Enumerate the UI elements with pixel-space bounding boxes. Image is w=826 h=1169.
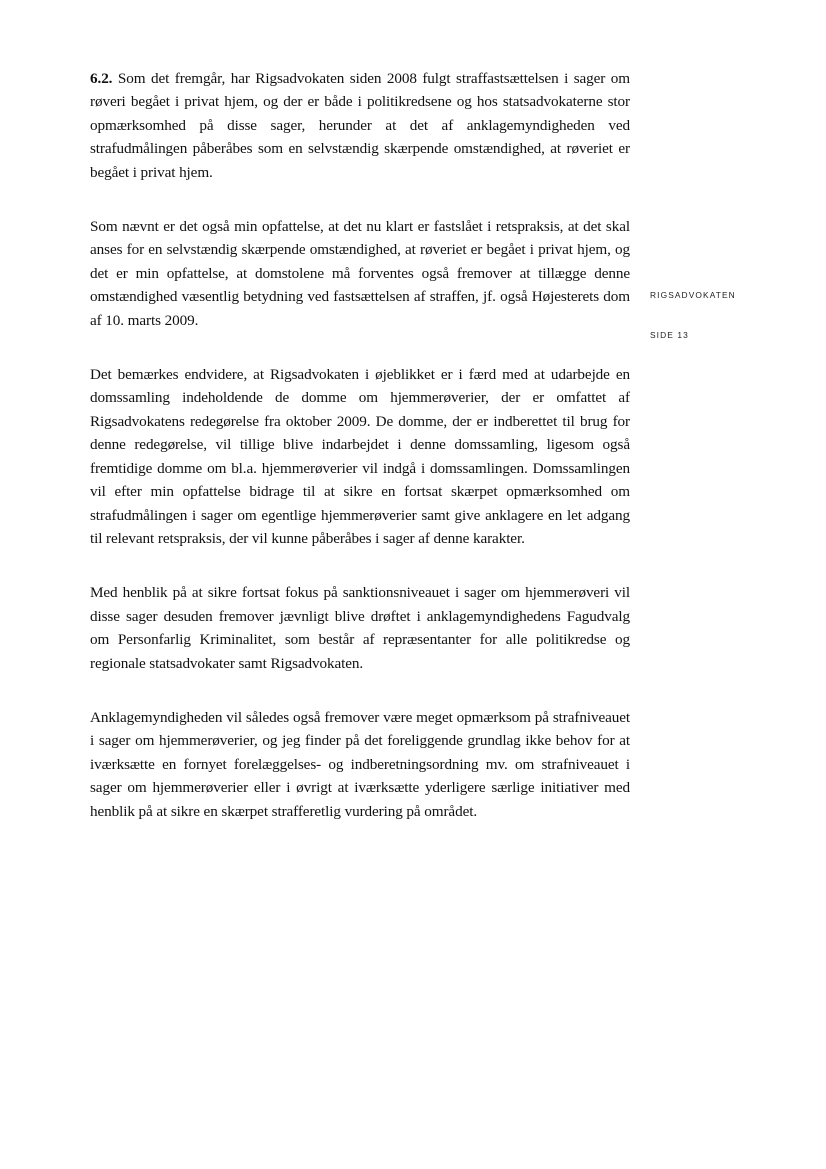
body-text — [90, 67, 630, 854]
paragraph-6-2-text: Som det fremgår, har Rigsadvokaten siden 2008 fulgt straffastsættelsen i sager om røveri begået i privat hjem, og der er både i politikredsene og hos statsadvokaterne stor opmærksomhed på disse sager, herunder at det af anklagemyndigheden ved strafudmålingen påberåbes som en selvstændig skærpende omstændighed, at røveriet er begået i privat hjem. — [90, 70, 630, 181]
sidebar-org-name: RIGSADVOKATEN — [650, 290, 736, 300]
page-number: SIDE 13 — [650, 330, 689, 340]
paragraph-3: Det bemærkes endvidere, at Rigsadvokaten i øjeblikket er i færd med at udarbejde en domssamling indeholdende de domme om hjemmerøverier, der er omfattet af Rigsadvokatens redegørelse fra oktober 2009. De domme, der er indberettet til brug for denne redegørelse, vil tillige blive indarbejdet i denne domssamling, ligesom også fremtidige domme om bl.a. hjemmerøverier vil indgå i domssamlingen. Domssamlingen vil efter min opfattelse bidrage til at sikre en fortsat skærpet opmærksomhed om strafudmålingen i sager om egentlige hjemmerøverier samt give anklagere en let adgang til relevant retspraksis, der vil kunne påberåbes i sager af denne karakter. — [90, 366, 630, 547]
paragraph-number: 6.2. — [90, 70, 113, 87]
paragraph-5: Anklagemyndigheden vil således også fremover være meget opmærksom på strafniveauet i sager om hjemmerøverier, og jeg finder på det foreliggende grundlag ikke behov for at iværksætte en fornyet forelæggelses- og indberetningsordning mv. om strafniveauet i sager om hjemmerøverier eller i øvrigt at iværksætte yderligere særlige initiativer med henblik på at sikre en skærpet strafferetlig vurdering på området. — [90, 708, 630, 820]
paragraph-6-2 — [90, 67, 630, 184]
paragraph-4: Med henblik på at sikre fortsat fokus på sanktionsniveauet i sager om hjemmerøveri vil disse sager desuden fremover jævnligt blive drøftet i anklagemyndighedens Fagudvalg om Personfarlig Kriminalitet, som består af repræsentanter for alle politikredse og regionale statsadvokater samt Rigsadvokaten. — [90, 584, 630, 672]
paragraph-2: Som nævnt er det også min opfattelse, at det nu klart er fastslået i retspraksis, at det skal anses for en selvstændig skærpende omstændighed, at røveriet er begået i privat hjem, og det er min opfattelse, at domstolene må forventes også fremover at tillægge denne omstændighed væsentlig betydning ved fastsættelsen af straffen, jf. også Højesterets dom af 10. marts 2009. — [90, 218, 630, 329]
